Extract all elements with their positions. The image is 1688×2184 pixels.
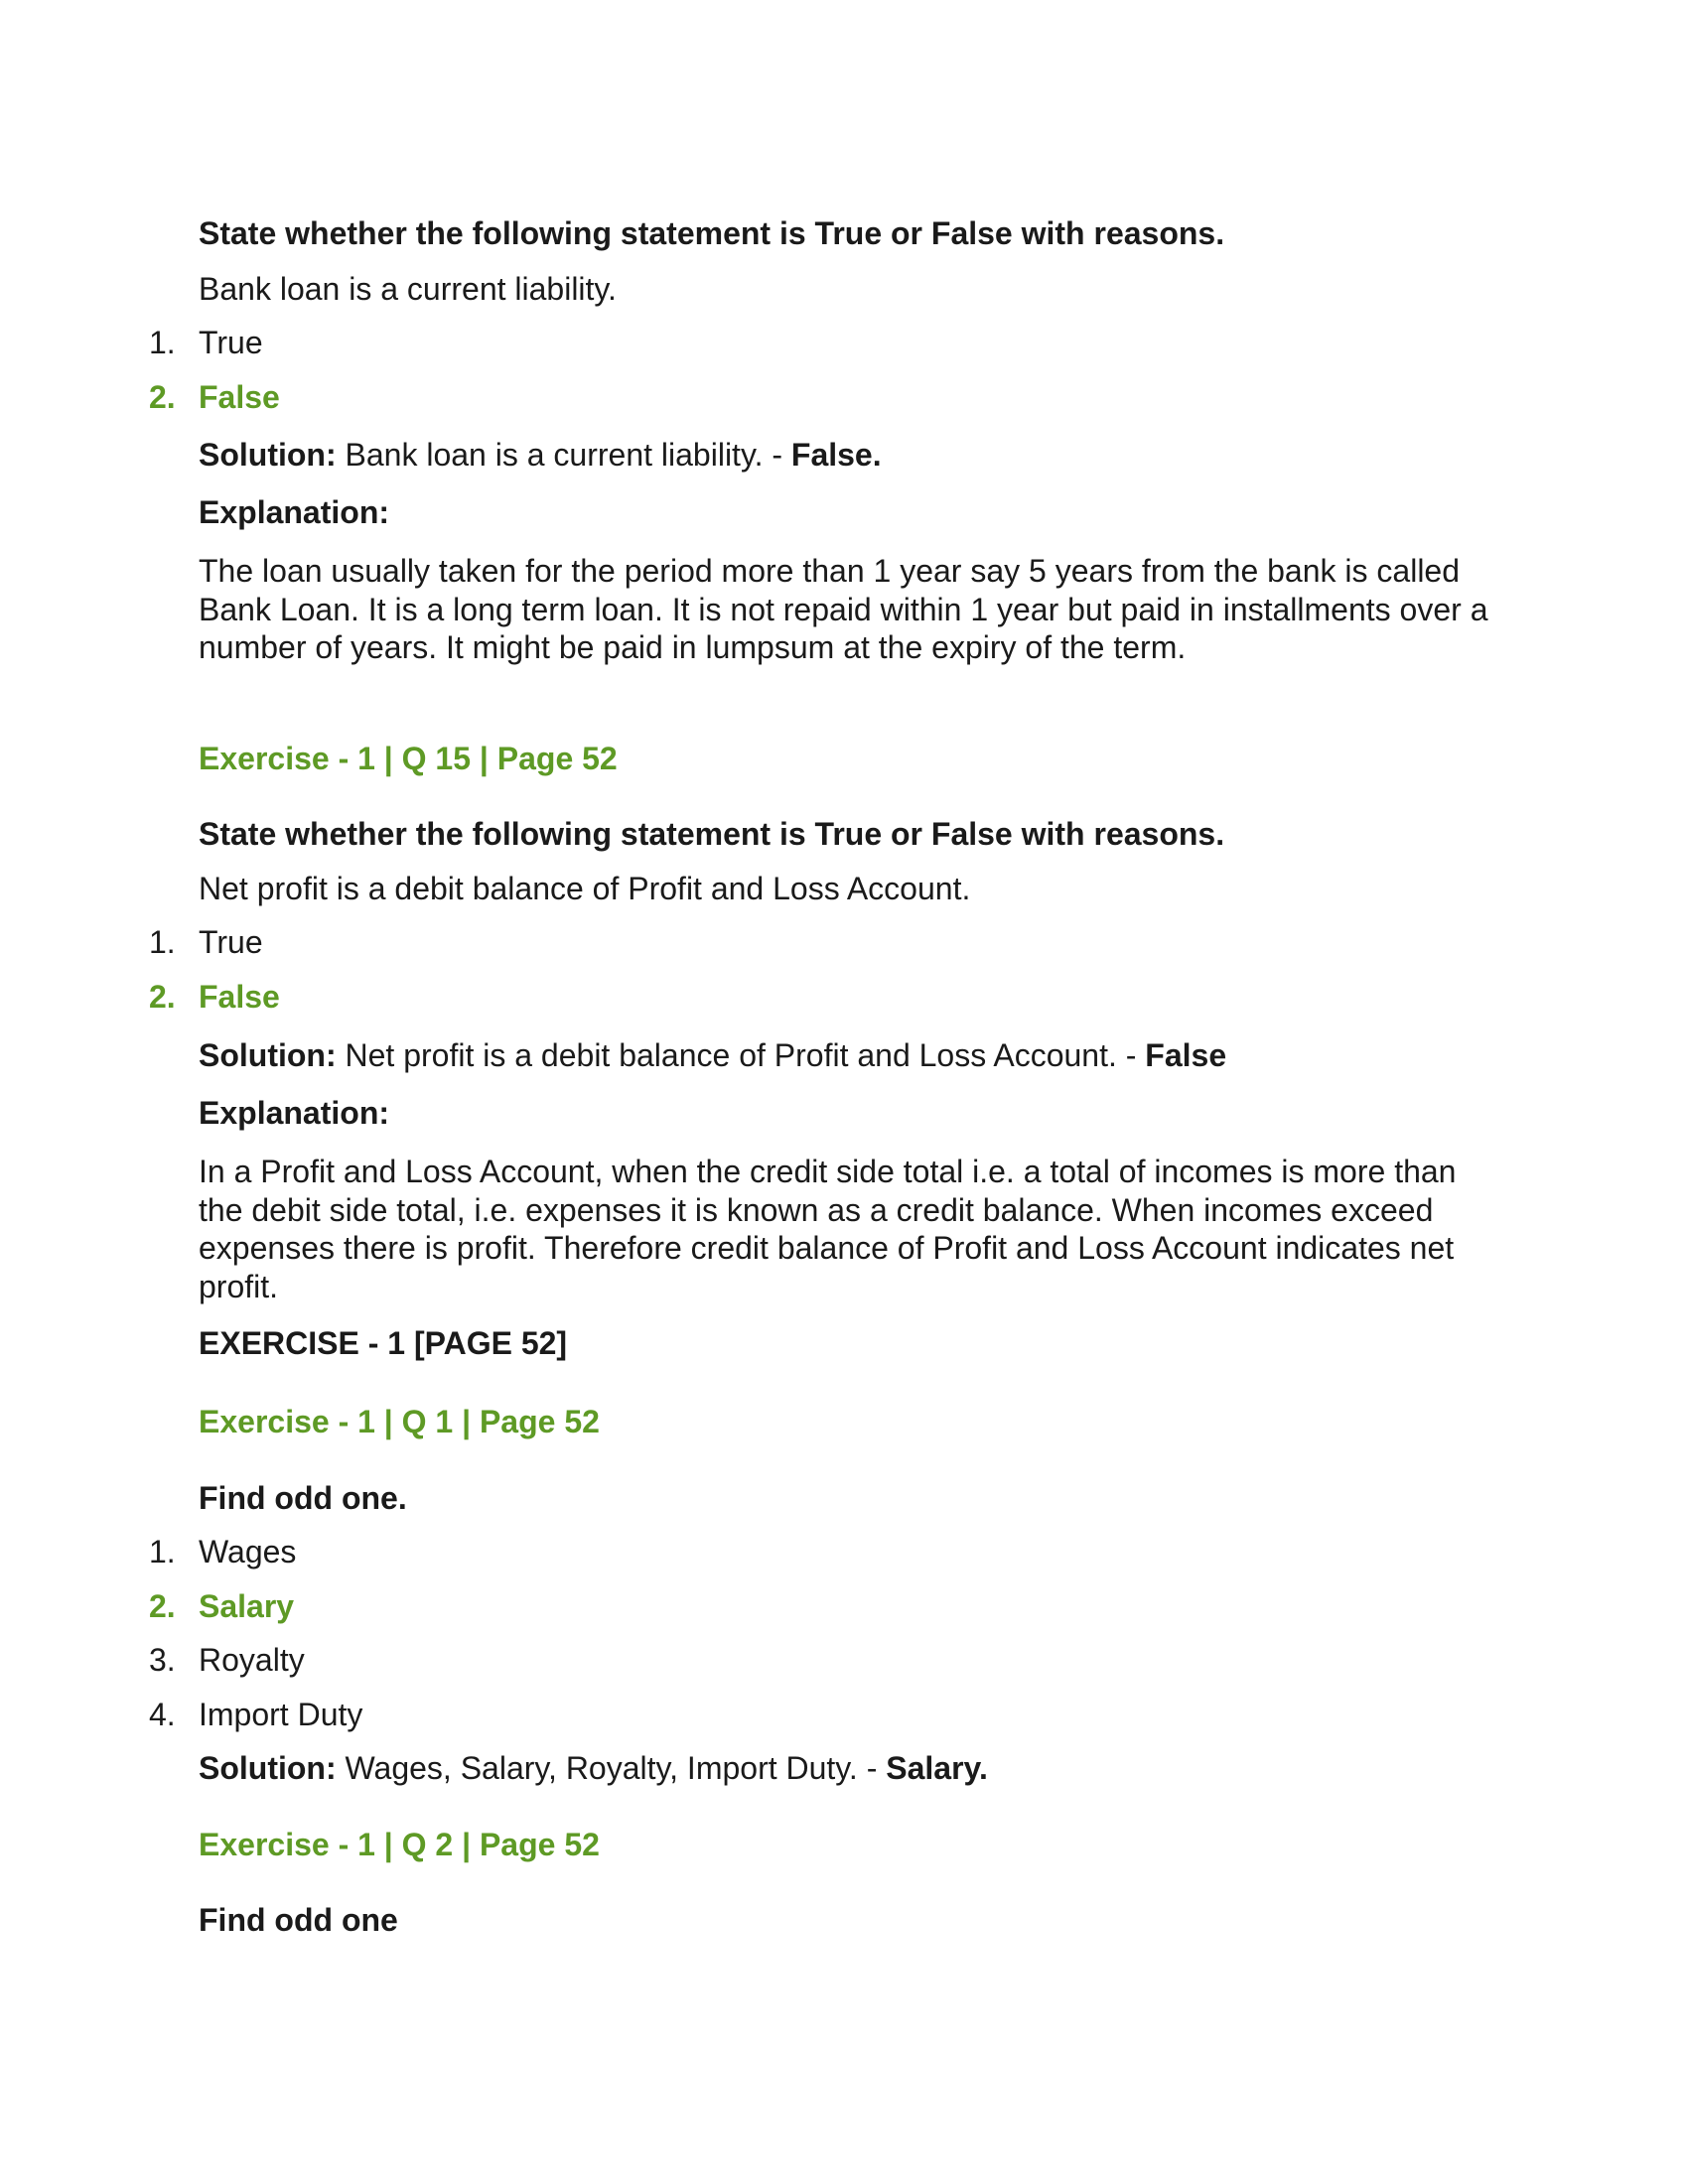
solution-line bbox=[199, 1749, 988, 1787]
question-statement: Net profit is a debit balance of Profit and Loss Account. bbox=[199, 871, 971, 906]
option-number-correct: 2. bbox=[149, 979, 176, 1015]
explanation-text: In a Profit and Loss Account, when the credit side total i.e. a total of incomes is more than the debit side total, i.e. expenses it is known as a credit balance. When incomes exceed expenses there is profit. Therefore credit balance of Profit and Loss Account indicates net profit. bbox=[199, 1154, 1457, 1304]
option-false-correct: False bbox=[199, 979, 280, 1015]
solution-answer: False. bbox=[790, 437, 882, 473]
exercise-reference-link[interactable]: Exercise - 1 | Q 2 | Page 52 bbox=[199, 1827, 600, 1862]
option-import-duty: Import Duty bbox=[199, 1697, 363, 1732]
question-instruction: State whether the following statement is True or False with reasons. bbox=[199, 816, 1225, 852]
solution-line bbox=[199, 436, 882, 474]
exercise-reference-link[interactable]: Exercise - 1 | Q 1 | Page 52 bbox=[199, 1404, 600, 1439]
section-heading: EXERCISE - 1 [PAGE 52] bbox=[199, 1325, 568, 1361]
solution-text: Wages, Salary, Royalty, Import Duty. - bbox=[336, 1750, 887, 1786]
option-salary-correct: Salary bbox=[199, 1588, 295, 1624]
option-number-correct: 2. bbox=[149, 379, 176, 415]
solution-answer: Salary. bbox=[886, 1750, 988, 1786]
explanation-label: Explanation: bbox=[199, 1095, 390, 1131]
solution-label: Solution: bbox=[199, 1750, 337, 1786]
question-instruction: State whether the following statement is True or False with reasons. bbox=[199, 215, 1225, 251]
solution-text: Net profit is a debit balance of Profit and Loss Account. - bbox=[336, 1037, 1146, 1073]
question-instruction: Find odd one. bbox=[199, 1480, 407, 1516]
option-true: True bbox=[199, 325, 263, 360]
question-instruction: Find odd one bbox=[199, 1902, 398, 1938]
option-number: 4. bbox=[149, 1697, 176, 1732]
option-true: True bbox=[199, 924, 263, 960]
solution-label: Solution: bbox=[199, 437, 337, 473]
explanation-text: The loan usually taken for the period more than 1 year say 5 years from the bank is called Bank Loan. It is a long term loan. It is not repaid within 1 year but paid in installments over a number of years. It might be paid in lumpsum at the expiry of the term. bbox=[199, 553, 1488, 665]
option-number-correct: 2. bbox=[149, 1588, 176, 1624]
option-number: 1. bbox=[149, 325, 176, 360]
option-number: 3. bbox=[149, 1642, 176, 1678]
question-statement: Bank loan is a current liability. bbox=[199, 271, 617, 307]
explanation-label: Explanation: bbox=[199, 494, 390, 530]
solution-text: Bank loan is a current liability. - bbox=[336, 437, 791, 473]
option-number: 1. bbox=[149, 924, 176, 960]
option-royalty: Royalty bbox=[199, 1642, 305, 1678]
solution-label: Solution: bbox=[199, 1037, 337, 1073]
exercise-reference-link[interactable]: Exercise - 1 | Q 15 | Page 52 bbox=[199, 741, 618, 776]
option-wages: Wages bbox=[199, 1534, 297, 1570]
option-false-correct: False bbox=[199, 379, 280, 415]
solution-answer: False bbox=[1145, 1037, 1227, 1073]
option-number: 1. bbox=[149, 1534, 176, 1570]
solution-line bbox=[199, 1036, 1226, 1074]
